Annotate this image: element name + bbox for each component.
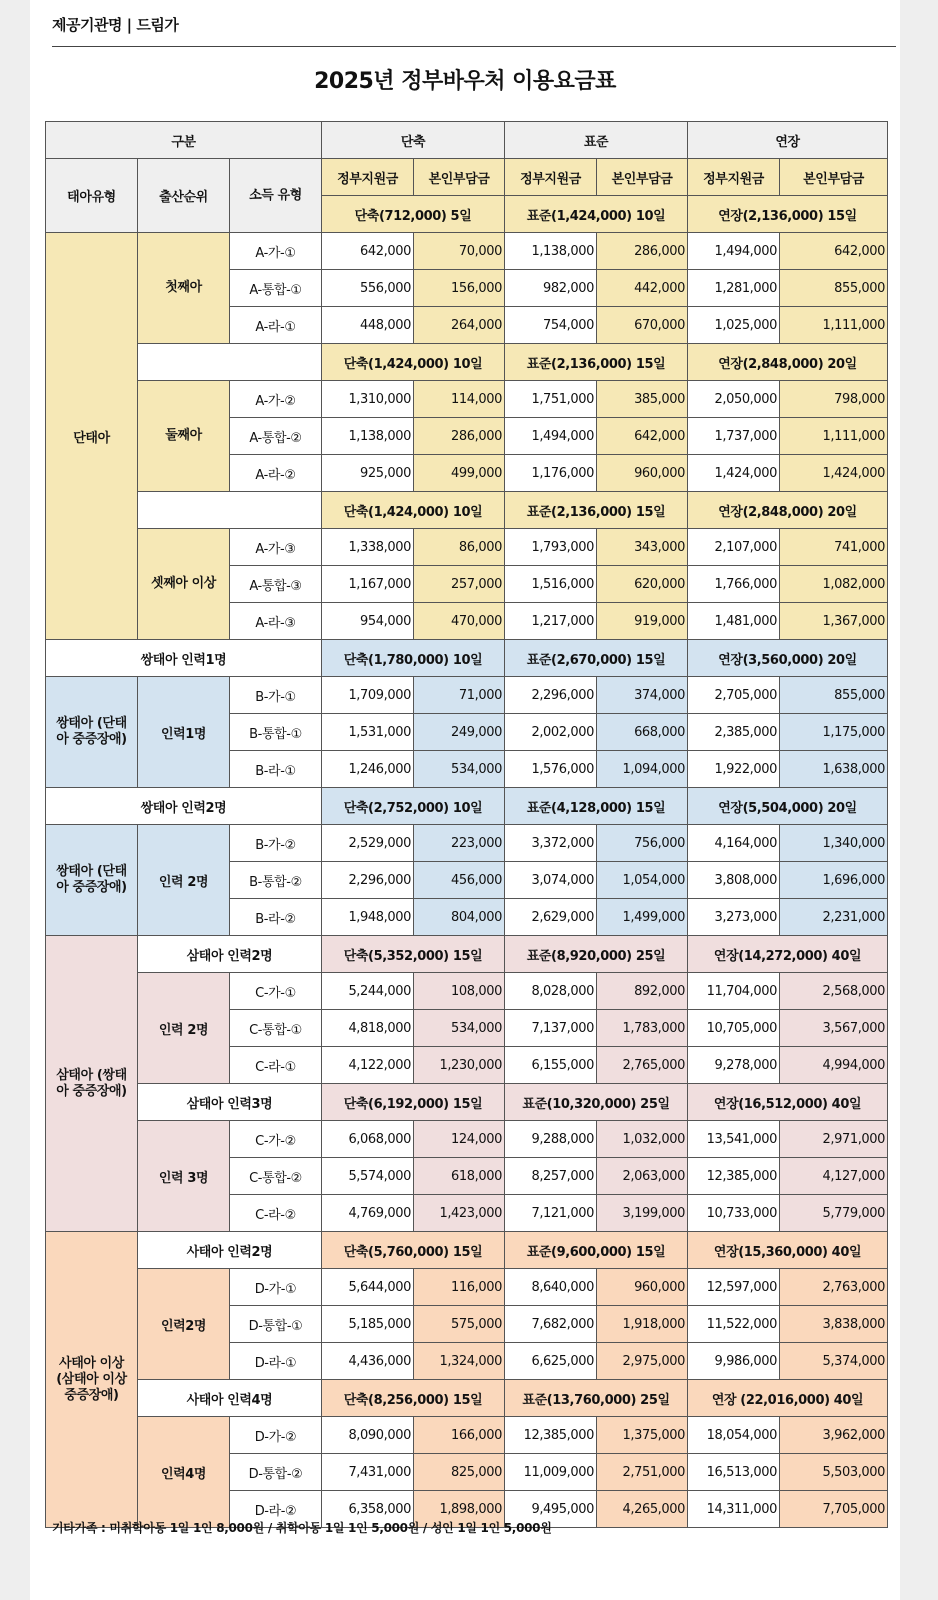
gov-support-amount: 4,769,000 <box>322 1195 414 1232</box>
section-label: 쌍태아 인력2명 <box>46 788 322 825</box>
header-gov-support: 정부지원금 <box>322 159 414 196</box>
self-pay-amount: 286,000 <box>597 233 688 270</box>
income-type-code: C-가-① <box>230 973 322 1010</box>
section-row <box>46 788 888 825</box>
self-pay-amount: 257,000 <box>414 566 505 603</box>
self-pay-amount: 1,111,000 <box>780 307 888 344</box>
self-pay-amount: 960,000 <box>597 1269 688 1306</box>
header-divider <box>52 46 896 47</box>
gov-support-amount: 3,074,000 <box>505 862 597 899</box>
service-duration: 단축(2,752,000) 10일 <box>322 788 505 825</box>
section-row <box>46 936 888 973</box>
gov-support-amount: 1,948,000 <box>322 899 414 936</box>
self-pay-amount: 1,082,000 <box>780 566 888 603</box>
gov-support-amount: 1,494,000 <box>688 233 780 270</box>
self-pay-amount: 1,111,000 <box>780 418 888 455</box>
gov-support-amount: 448,000 <box>322 307 414 344</box>
gov-support-amount: 556,000 <box>322 270 414 307</box>
self-pay-amount: 1,783,000 <box>597 1010 688 1047</box>
self-pay-amount: 855,000 <box>780 270 888 307</box>
service-duration: 연장(15,360,000) 40일 <box>688 1232 888 1269</box>
section-label: 삼태아 인력2명 <box>138 936 322 973</box>
gov-support-amount: 754,000 <box>505 307 597 344</box>
service-duration: 단축(6,192,000) 15일 <box>322 1084 505 1121</box>
income-type-code: A-라-① <box>230 307 322 344</box>
staff-count: 인력 2명 <box>138 973 230 1084</box>
gov-support-amount: 9,495,000 <box>505 1491 597 1528</box>
gov-support-amount: 1,516,000 <box>505 566 597 603</box>
service-duration: 단축(1,780,000) 10일 <box>322 640 505 677</box>
gov-support-amount: 1,138,000 <box>322 418 414 455</box>
gov-support-amount: 10,705,000 <box>688 1010 780 1047</box>
self-pay-amount: 116,000 <box>414 1269 505 1306</box>
gov-support-amount: 7,431,000 <box>322 1454 414 1491</box>
gov-support-amount: 925,000 <box>322 455 414 492</box>
income-type-code: D-가-① <box>230 1269 322 1306</box>
self-pay-amount: 534,000 <box>414 1010 505 1047</box>
gov-support-amount: 14,311,000 <box>688 1491 780 1528</box>
self-pay-amount: 670,000 <box>597 307 688 344</box>
gov-support-amount: 2,629,000 <box>505 899 597 936</box>
service-duration: 표준(10,320,000) 25일 <box>505 1084 688 1121</box>
service-duration: 연장(2,136,000) 15일 <box>688 196 888 233</box>
self-pay-amount: 1,324,000 <box>414 1343 505 1380</box>
header-self-pay: 본인부담금 <box>780 159 888 196</box>
taea-type-twin: 쌍태아 (단태아 중증장애) <box>46 825 138 936</box>
gov-support-amount: 1,737,000 <box>688 418 780 455</box>
gov-support-amount: 1,281,000 <box>688 270 780 307</box>
header-self-pay: 본인부담금 <box>414 159 505 196</box>
taea-type-twin: 쌍태아 (단태아 중증장애) <box>46 677 138 788</box>
income-type-code: D-통합-② <box>230 1454 322 1491</box>
self-pay-amount: 1,175,000 <box>780 714 888 751</box>
self-pay-amount: 5,779,000 <box>780 1195 888 1232</box>
self-pay-amount: 1,423,000 <box>414 1195 505 1232</box>
gov-support-amount: 5,244,000 <box>322 973 414 1010</box>
income-type-code: C-라-① <box>230 1047 322 1084</box>
service-duration: 표준(4,128,000) 15일 <box>505 788 688 825</box>
gov-support-amount: 4,164,000 <box>688 825 780 862</box>
self-pay-amount: 4,265,000 <box>597 1491 688 1528</box>
taea-type-triplet: 삼태아 (쌍태아 중증장애) <box>46 936 138 1232</box>
income-type-code: D-가-② <box>230 1417 322 1454</box>
self-pay-amount: 618,000 <box>414 1158 505 1195</box>
table-row <box>46 825 888 862</box>
gov-support-amount: 1,167,000 <box>322 566 414 603</box>
income-type-code: A-통합-② <box>230 418 322 455</box>
income-type-code: A-가-① <box>230 233 322 270</box>
self-pay-amount: 1,696,000 <box>780 862 888 899</box>
self-pay-amount: 1,340,000 <box>780 825 888 862</box>
service-duration: 연장(14,272,000) 40일 <box>688 936 888 973</box>
self-pay-amount: 4,127,000 <box>780 1158 888 1195</box>
page-title: 2025년 정부바우처 이용요금표 <box>314 69 616 94</box>
gov-support-amount: 5,185,000 <box>322 1306 414 1343</box>
header-taea-type: 태아유형 <box>46 159 138 233</box>
gov-support-amount: 6,358,000 <box>322 1491 414 1528</box>
duration-row <box>46 492 888 529</box>
service-duration: 연장(2,848,000) 20일 <box>688 492 888 529</box>
self-pay-amount: 156,000 <box>414 270 505 307</box>
header-row <box>46 122 888 159</box>
self-pay-amount: 114,000 <box>414 381 505 418</box>
staff-count: 인력1명 <box>138 677 230 788</box>
self-pay-amount: 1,918,000 <box>597 1306 688 1343</box>
self-pay-amount: 2,751,000 <box>597 1454 688 1491</box>
gov-support-amount: 13,541,000 <box>688 1121 780 1158</box>
gov-support-amount: 2,002,000 <box>505 714 597 751</box>
service-duration: 단축(8,256,000) 15일 <box>322 1380 505 1417</box>
self-pay-amount: 642,000 <box>597 418 688 455</box>
gov-support-amount: 8,028,000 <box>505 973 597 1010</box>
gov-support-amount: 8,090,000 <box>322 1417 414 1454</box>
self-pay-amount: 855,000 <box>780 677 888 714</box>
blank-cell <box>138 492 322 529</box>
gov-support-amount: 6,625,000 <box>505 1343 597 1380</box>
self-pay-amount: 798,000 <box>780 381 888 418</box>
self-pay-amount: 575,000 <box>414 1306 505 1343</box>
header-self-pay: 본인부담금 <box>597 159 688 196</box>
section-label: 쌍태아 인력1명 <box>46 640 322 677</box>
self-pay-amount: 2,063,000 <box>597 1158 688 1195</box>
section-row <box>46 1380 888 1417</box>
section-row <box>46 640 888 677</box>
self-pay-amount: 456,000 <box>414 862 505 899</box>
gov-support-amount: 954,000 <box>322 603 414 640</box>
service-duration: 표준(8,920,000) 25일 <box>505 936 688 973</box>
taea-type-quad: 사태아 이상 (삼태아 이상 중증장애) <box>46 1232 138 1528</box>
table-row <box>46 381 888 418</box>
service-duration: 단축(1,424,000) 10일 <box>322 344 505 381</box>
self-pay-amount: 1,424,000 <box>780 455 888 492</box>
self-pay-amount: 470,000 <box>414 603 505 640</box>
gov-support-amount: 1,338,000 <box>322 529 414 566</box>
section-label: 사태아 인력2명 <box>138 1232 322 1269</box>
birth-order-cell: 둘째아 <box>138 381 230 492</box>
service-duration: 표준(2,136,000) 15일 <box>505 344 688 381</box>
self-pay-amount: 668,000 <box>597 714 688 751</box>
gov-support-amount: 982,000 <box>505 270 597 307</box>
self-pay-amount: 343,000 <box>597 529 688 566</box>
gov-support-amount: 4,122,000 <box>322 1047 414 1084</box>
gov-support-amount: 1,424,000 <box>688 455 780 492</box>
birth-order-cell: 첫째아 <box>138 233 230 344</box>
gov-support-amount: 6,068,000 <box>322 1121 414 1158</box>
gov-support-amount: 2,107,000 <box>688 529 780 566</box>
section-label: 삼태아 인력3명 <box>138 1084 322 1121</box>
service-duration: 연장(3,560,000) 20일 <box>688 640 888 677</box>
gov-support-amount: 2,050,000 <box>688 381 780 418</box>
staff-count: 인력4명 <box>138 1417 230 1528</box>
gov-support-amount: 4,436,000 <box>322 1343 414 1380</box>
income-type-code: A-가-③ <box>230 529 322 566</box>
self-pay-amount: 919,000 <box>597 603 688 640</box>
header-gov-support: 정부지원금 <box>505 159 597 196</box>
table-row <box>46 1121 888 1158</box>
header-gubun: 구분 <box>46 122 322 159</box>
income-type-code: A-가-② <box>230 381 322 418</box>
self-pay-amount: 5,503,000 <box>780 1454 888 1491</box>
self-pay-amount: 374,000 <box>597 677 688 714</box>
self-pay-amount: 1,032,000 <box>597 1121 688 1158</box>
gov-support-amount: 9,288,000 <box>505 1121 597 1158</box>
self-pay-amount: 620,000 <box>597 566 688 603</box>
income-type-code: A-통합-① <box>230 270 322 307</box>
self-pay-amount: 86,000 <box>414 529 505 566</box>
self-pay-amount: 1,375,000 <box>597 1417 688 1454</box>
table-row <box>46 529 888 566</box>
service-duration: 연장(2,848,000) 20일 <box>688 344 888 381</box>
section-row <box>46 1232 888 1269</box>
self-pay-amount: 124,000 <box>414 1121 505 1158</box>
header-danchuk: 단축 <box>322 122 505 159</box>
table-row <box>46 677 888 714</box>
service-duration: 연장(16,512,000) 40일 <box>688 1084 888 1121</box>
income-type-code: C-가-② <box>230 1121 322 1158</box>
income-type-code: B-가-① <box>230 677 322 714</box>
header-income-type: 소득 유형 <box>230 159 322 233</box>
self-pay-amount: 741,000 <box>780 529 888 566</box>
gov-support-amount: 5,574,000 <box>322 1158 414 1195</box>
service-duration: 표준(9,600,000) 15일 <box>505 1232 688 1269</box>
gov-support-amount: 3,808,000 <box>688 862 780 899</box>
income-type-code: B-가-② <box>230 825 322 862</box>
gov-support-amount: 9,986,000 <box>688 1343 780 1380</box>
gov-support-amount: 12,385,000 <box>688 1158 780 1195</box>
gov-support-amount: 1,709,000 <box>322 677 414 714</box>
table-row <box>46 1269 888 1306</box>
self-pay-amount: 2,765,000 <box>597 1047 688 1084</box>
section-label: 사태아 인력4명 <box>138 1380 322 1417</box>
table-row <box>46 233 888 270</box>
gov-support-amount: 1,310,000 <box>322 381 414 418</box>
self-pay-amount: 2,763,000 <box>780 1269 888 1306</box>
gov-support-amount: 2,296,000 <box>322 862 414 899</box>
service-duration: 표준(1,424,000) 10일 <box>505 196 688 233</box>
income-type-code: B-통합-① <box>230 714 322 751</box>
service-duration: 단축(712,000) 5일 <box>322 196 505 233</box>
self-pay-amount: 1,054,000 <box>597 862 688 899</box>
self-pay-amount: 249,000 <box>414 714 505 751</box>
self-pay-amount: 534,000 <box>414 751 505 788</box>
header-birth-order: 출산순위 <box>138 159 230 233</box>
self-pay-amount: 499,000 <box>414 455 505 492</box>
self-pay-amount: 892,000 <box>597 973 688 1010</box>
income-type-code: B-라-② <box>230 899 322 936</box>
self-pay-amount: 1,230,000 <box>414 1047 505 1084</box>
gov-support-amount: 1,793,000 <box>505 529 597 566</box>
gov-support-amount: 5,644,000 <box>322 1269 414 1306</box>
income-type-code: C-라-② <box>230 1195 322 1232</box>
header-pyojun: 표준 <box>505 122 688 159</box>
staff-count: 인력 2명 <box>138 825 230 936</box>
self-pay-amount: 2,975,000 <box>597 1343 688 1380</box>
table-row <box>46 1417 888 1454</box>
gov-support-amount: 11,704,000 <box>688 973 780 1010</box>
gov-support-amount: 1,246,000 <box>322 751 414 788</box>
self-pay-amount: 442,000 <box>597 270 688 307</box>
income-type-code: C-통합-② <box>230 1158 322 1195</box>
gov-support-amount: 18,054,000 <box>688 1417 780 1454</box>
income-type-code: C-통합-① <box>230 1010 322 1047</box>
provider-name: 제공기관명 | 드림가 <box>52 16 179 34</box>
gov-support-amount: 3,372,000 <box>505 825 597 862</box>
gov-support-amount: 11,522,000 <box>688 1306 780 1343</box>
income-type-code: A-통합-③ <box>230 566 322 603</box>
self-pay-amount: 804,000 <box>414 899 505 936</box>
taea-type-single: 단태아 <box>46 233 138 640</box>
gov-support-amount: 1,494,000 <box>505 418 597 455</box>
service-duration: 표준(2,136,000) 15일 <box>505 492 688 529</box>
self-pay-amount: 642,000 <box>780 233 888 270</box>
gov-support-amount: 1,217,000 <box>505 603 597 640</box>
fee-document <box>30 0 900 1600</box>
gov-support-amount: 8,640,000 <box>505 1269 597 1306</box>
income-type-code: A-라-③ <box>230 603 322 640</box>
gov-support-amount: 7,137,000 <box>505 1010 597 1047</box>
gov-support-amount: 1,138,000 <box>505 233 597 270</box>
self-pay-amount: 756,000 <box>597 825 688 862</box>
gov-support-amount: 10,733,000 <box>688 1195 780 1232</box>
self-pay-amount: 1,367,000 <box>780 603 888 640</box>
service-duration: 연장(5,504,000) 20일 <box>688 788 888 825</box>
self-pay-amount: 70,000 <box>414 233 505 270</box>
gov-support-amount: 1,922,000 <box>688 751 780 788</box>
gov-support-amount: 12,597,000 <box>688 1269 780 1306</box>
fee-table <box>45 121 888 1528</box>
gov-support-amount: 2,529,000 <box>322 825 414 862</box>
gov-support-amount: 6,155,000 <box>505 1047 597 1084</box>
self-pay-amount: 223,000 <box>414 825 505 862</box>
gov-support-amount: 8,257,000 <box>505 1158 597 1195</box>
income-type-code: D-라-② <box>230 1491 322 1528</box>
gov-support-amount: 1,576,000 <box>505 751 597 788</box>
service-duration: 표준(2,670,000) 15일 <box>505 640 688 677</box>
gov-support-amount: 7,121,000 <box>505 1195 597 1232</box>
income-type-code: B-통합-② <box>230 862 322 899</box>
self-pay-amount: 1,094,000 <box>597 751 688 788</box>
gov-support-amount: 7,682,000 <box>505 1306 597 1343</box>
gov-support-amount: 4,818,000 <box>322 1010 414 1047</box>
header-yeonjang: 연장 <box>688 122 888 159</box>
birth-order-cell: 셋째아 이상 <box>138 529 230 640</box>
gov-support-amount: 1,025,000 <box>688 307 780 344</box>
self-pay-amount: 2,568,000 <box>780 973 888 1010</box>
gov-support-amount: 642,000 <box>322 233 414 270</box>
self-pay-amount: 2,231,000 <box>780 899 888 936</box>
gov-support-amount: 1,481,000 <box>688 603 780 640</box>
self-pay-amount: 3,199,000 <box>597 1195 688 1232</box>
gov-support-amount: 11,009,000 <box>505 1454 597 1491</box>
self-pay-amount: 385,000 <box>597 381 688 418</box>
gov-support-amount: 1,176,000 <box>505 455 597 492</box>
gov-support-amount: 12,385,000 <box>505 1417 597 1454</box>
self-pay-amount: 825,000 <box>414 1454 505 1491</box>
gov-support-amount: 2,296,000 <box>505 677 597 714</box>
self-pay-amount: 1,499,000 <box>597 899 688 936</box>
self-pay-amount: 3,567,000 <box>780 1010 888 1047</box>
self-pay-amount: 2,971,000 <box>780 1121 888 1158</box>
service-duration: 연장 (22,016,000) 40일 <box>688 1380 888 1417</box>
gov-support-amount: 9,278,000 <box>688 1047 780 1084</box>
gov-support-amount: 2,705,000 <box>688 677 780 714</box>
service-duration: 단축(5,760,000) 15일 <box>322 1232 505 1269</box>
self-pay-amount: 3,838,000 <box>780 1306 888 1343</box>
service-duration: 단축(1,424,000) 10일 <box>322 492 505 529</box>
other-family-note: 기타가족 : 미취학아동 1일 1인 8,000원 / 취학아동 1일 1인 5,000원 / 성인 1일 1인 5,000원 <box>52 1521 552 1535</box>
service-duration: 단축(5,352,000) 15일 <box>322 936 505 973</box>
income-type-code: B-라-① <box>230 751 322 788</box>
gov-support-amount: 1,766,000 <box>688 566 780 603</box>
self-pay-amount: 7,705,000 <box>780 1491 888 1528</box>
staff-count: 인력2명 <box>138 1269 230 1380</box>
gov-support-amount: 16,513,000 <box>688 1454 780 1491</box>
header-gov-support: 정부지원금 <box>688 159 780 196</box>
section-row <box>46 1084 888 1121</box>
table-row <box>46 973 888 1010</box>
self-pay-amount: 3,962,000 <box>780 1417 888 1454</box>
self-pay-amount: 166,000 <box>414 1417 505 1454</box>
self-pay-amount: 1,898,000 <box>414 1491 505 1528</box>
self-pay-amount: 286,000 <box>414 418 505 455</box>
gov-support-amount: 1,751,000 <box>505 381 597 418</box>
self-pay-amount: 1,638,000 <box>780 751 888 788</box>
income-type-code: D-라-① <box>230 1343 322 1380</box>
self-pay-amount: 5,374,000 <box>780 1343 888 1380</box>
self-pay-amount: 960,000 <box>597 455 688 492</box>
gov-support-amount: 2,385,000 <box>688 714 780 751</box>
self-pay-amount: 71,000 <box>414 677 505 714</box>
self-pay-amount: 264,000 <box>414 307 505 344</box>
blank-cell <box>138 344 322 381</box>
service-duration: 표준(13,760,000) 25일 <box>505 1380 688 1417</box>
duration-row <box>46 344 888 381</box>
gov-support-amount: 3,273,000 <box>688 899 780 936</box>
self-pay-amount: 108,000 <box>414 973 505 1010</box>
gov-support-amount: 1,531,000 <box>322 714 414 751</box>
income-type-code: D-통합-① <box>230 1306 322 1343</box>
income-type-code: A-라-② <box>230 455 322 492</box>
header-subrow <box>46 159 888 196</box>
self-pay-amount: 4,994,000 <box>780 1047 888 1084</box>
staff-count: 인력 3명 <box>138 1121 230 1232</box>
